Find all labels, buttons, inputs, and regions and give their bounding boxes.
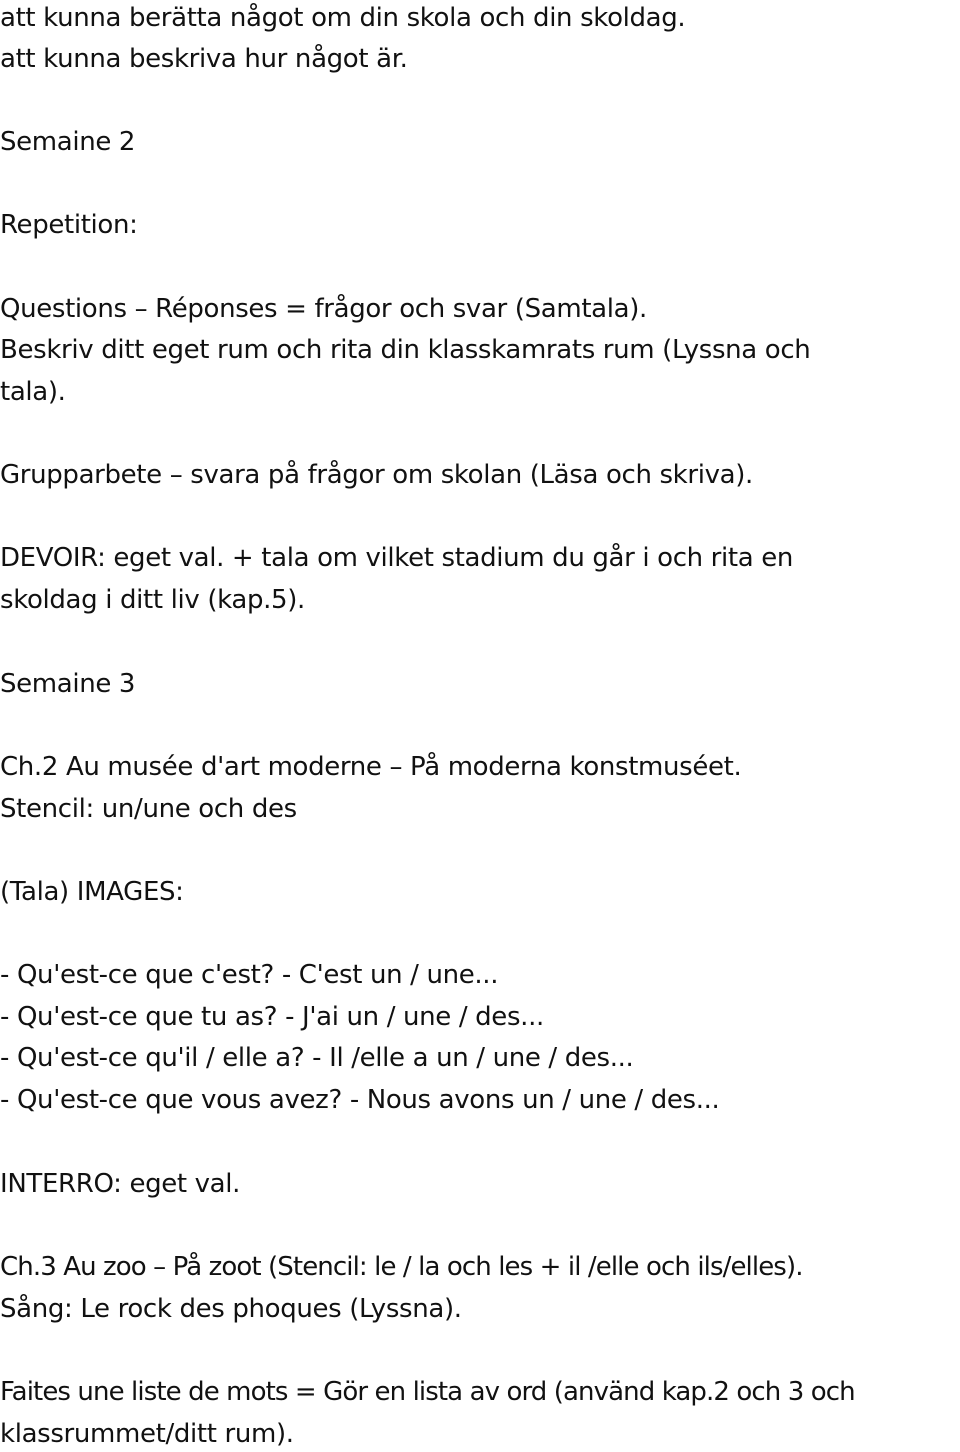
describe-room-line-cont: tala).	[0, 377, 66, 407]
images-heading: (Tala) IMAGES:	[0, 877, 184, 907]
dialogue-line-1: - Qu'est-ce que c'est? - C'est un / une...	[0, 960, 499, 990]
dialogue-line-2: - Qu'est-ce que tu as? - J'ai un / une / des...	[0, 1002, 544, 1032]
questions-line: Questions – Réponses = frågor och svar (Samtala).	[0, 294, 647, 324]
chapter-3-line: Ch.3 Au zoo – På zoot (Stencil: le / la och les + il /elle och ils/elles).	[0, 1252, 803, 1282]
chapter-2-line: Ch.2 Au musée d'art moderne – På moderna konstmuséet.	[0, 752, 742, 782]
group-work-line: Grupparbete – svara på frågor om skolan (Läsa och skriva).	[0, 460, 753, 490]
quiz-line: INTERRO: eget val.	[0, 1169, 241, 1199]
goal-line-school: att kunna berätta något om din skola och din skoldag.	[0, 3, 686, 33]
week-2-heading: Semaine 2	[0, 127, 136, 157]
homework-line: DEVOIR: eget val. + tala om vilket stadium du går i och rita en	[0, 543, 794, 573]
word-list-line-cont: klassrummet/ditt rum).	[0, 1419, 294, 1449]
stencil-line: Stencil: un/une och des	[0, 794, 297, 824]
homework-line-cont: skoldag i ditt liv (kap.5).	[0, 585, 305, 615]
goal-line-describe: att kunna beskriva hur något är.	[0, 44, 408, 74]
song-line: Sång: Le rock des phoques (Lyssna).	[0, 1294, 462, 1324]
describe-room-line: Beskriv ditt eget rum och rita din klasskamrats rum (Lyssna och	[0, 335, 811, 365]
repetition-heading: Repetition:	[0, 210, 138, 240]
word-list-line: Faites une liste de mots = Gör en lista av ord (använd kap.2 och 3 och	[0, 1377, 855, 1407]
week-3-heading: Semaine 3	[0, 669, 136, 699]
dialogue-line-3: - Qu'est-ce qu'il / elle a? - Il /elle a un / une / des...	[0, 1043, 634, 1073]
dialogue-line-4: - Qu'est-ce que vous avez? - Nous avons un / une / des...	[0, 1085, 720, 1115]
